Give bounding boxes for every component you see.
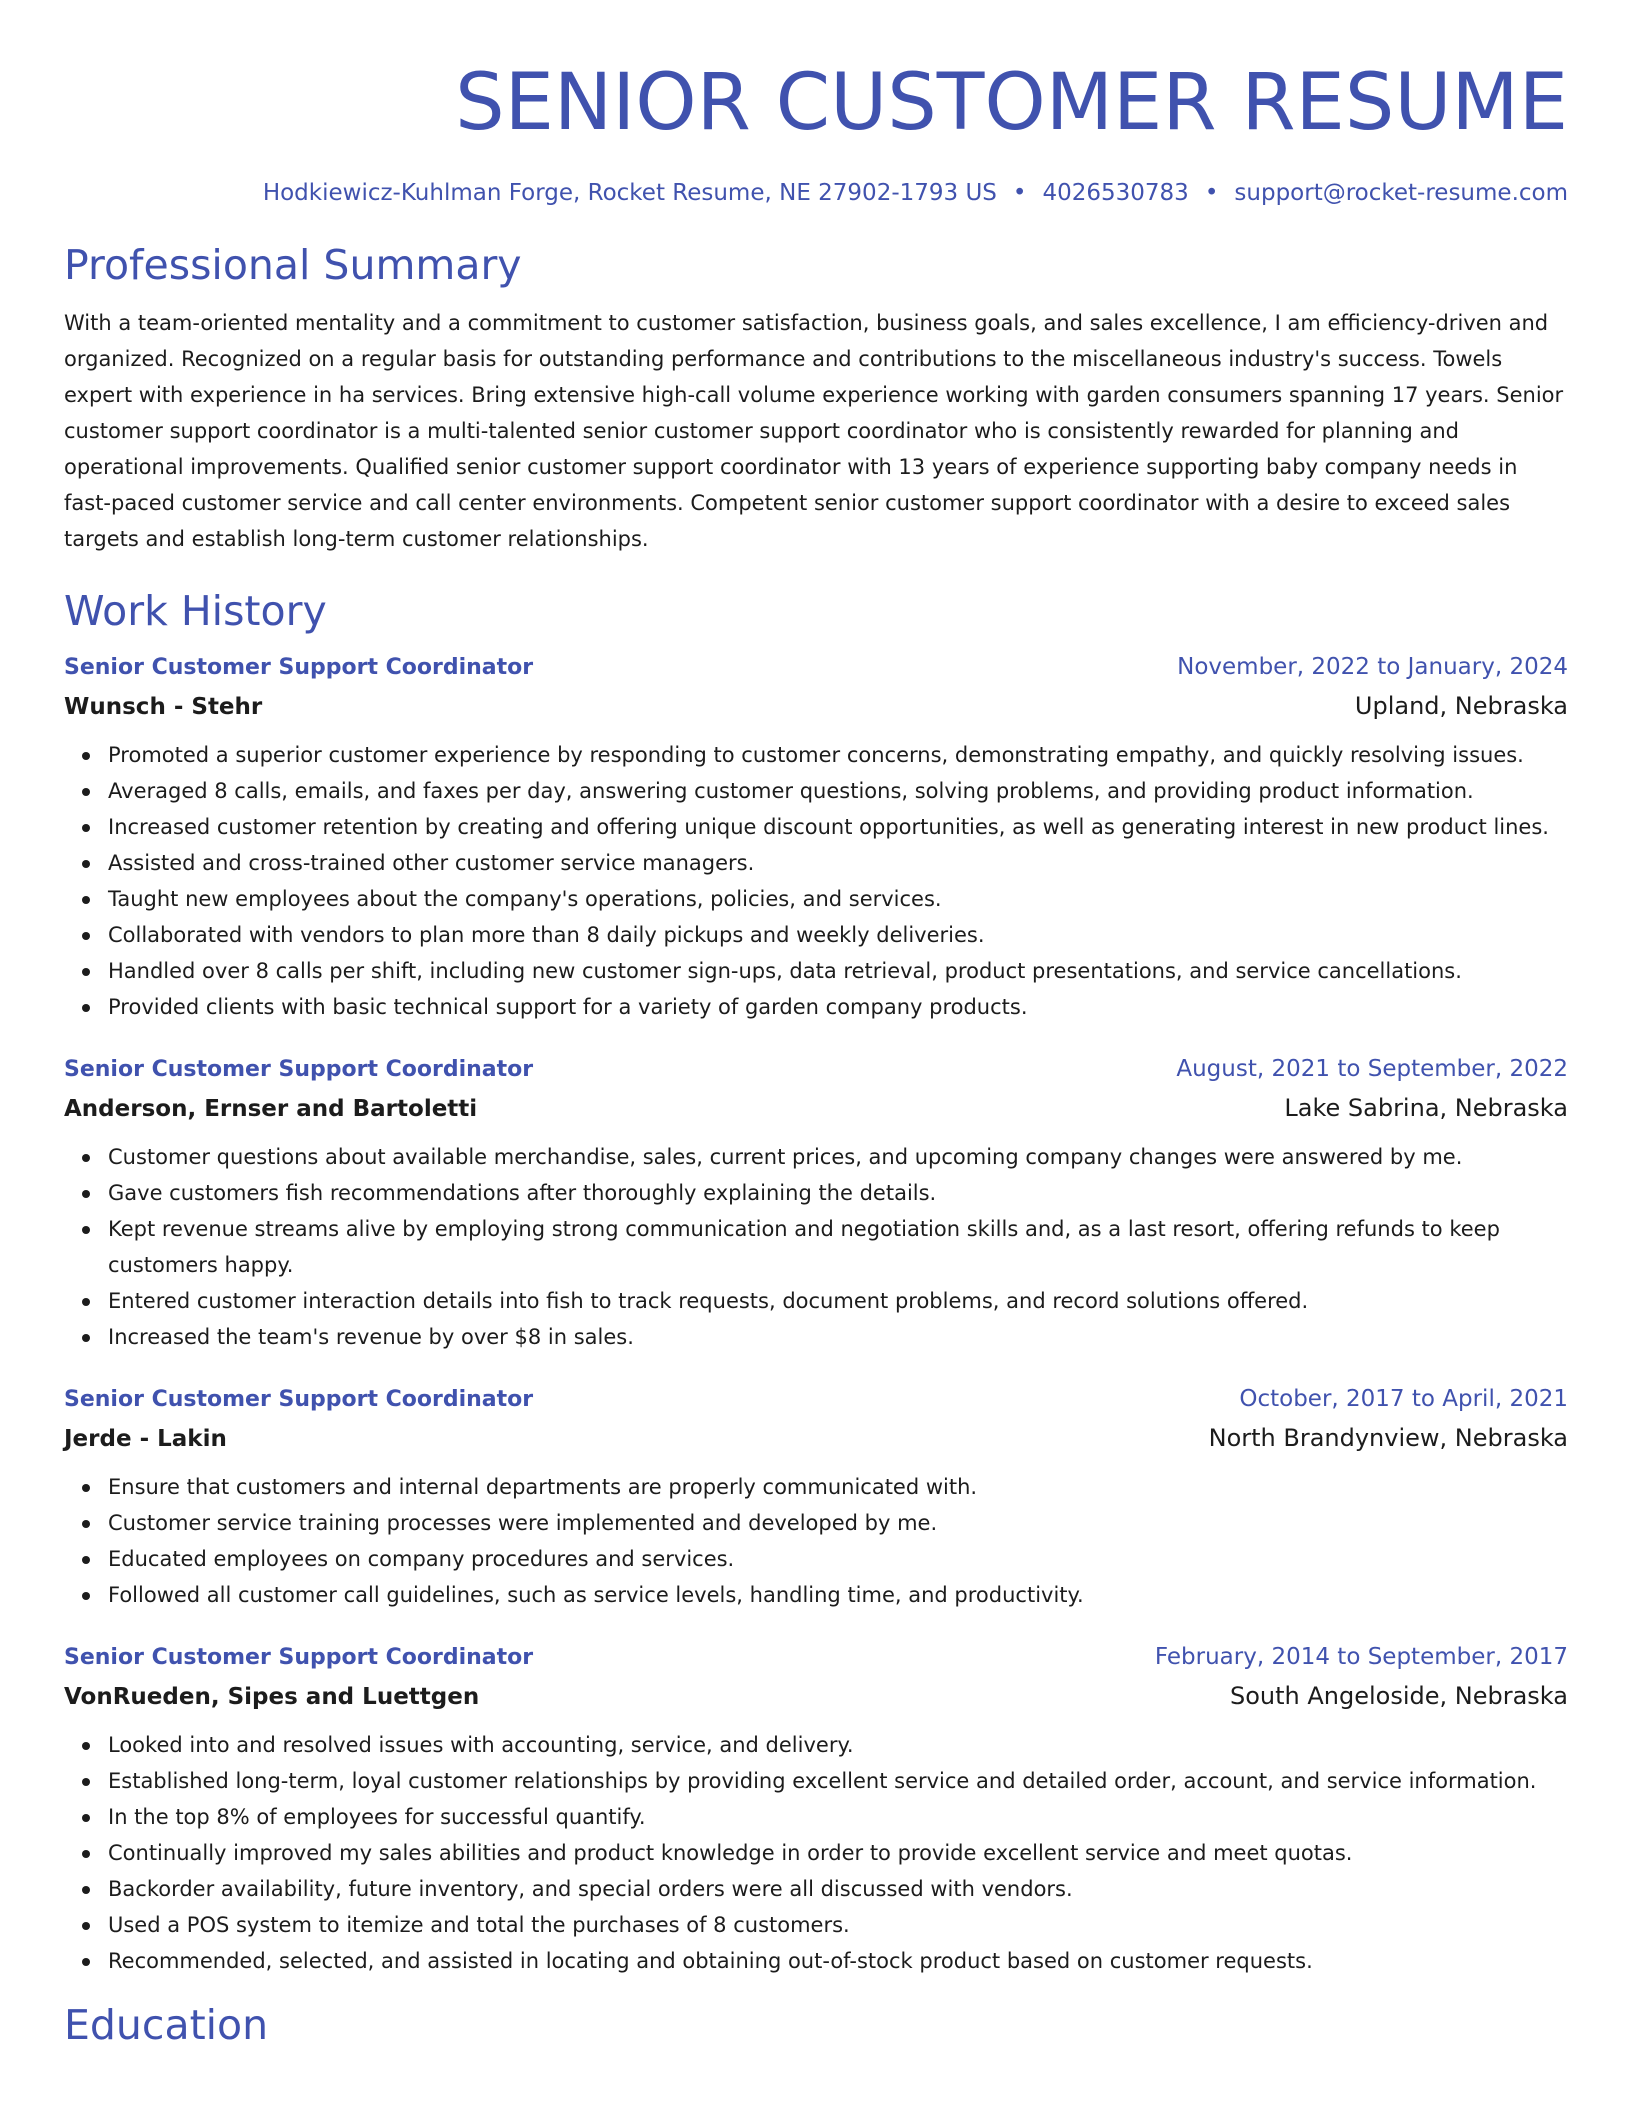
job-dates: November, 2022 to January, 2024 xyxy=(1177,654,1568,680)
job-location: Upland, Nebraska xyxy=(1354,692,1568,720)
job-title: Senior Customer Support Coordinator xyxy=(64,655,534,680)
contact-separator: • xyxy=(1204,180,1219,206)
job-bullet: In the top 8% of employees for successful quantify. xyxy=(108,1799,1568,1835)
job-bullet: Kept revenue streams alive by employing strong communication and negotiation skills and, as a last resort, offering refunds to keep customers happy. xyxy=(108,1211,1568,1283)
contact-phone: 4026530783 xyxy=(1042,180,1189,206)
job-dates: October, 2017 to April, 2021 xyxy=(1239,1386,1568,1412)
job-bullet: Backorder availability, future inventory, and special orders were all discussed with vendors. xyxy=(108,1871,1568,1907)
job-bullet: Handled over 8 calls per shift, including new customer sign-ups, data retrieval, product presentations, and service cancellations. xyxy=(108,953,1568,989)
job-bullet: Followed all customer call guidelines, such as service levels, handling time, and productivity. xyxy=(108,1577,1568,1613)
work-history-heading: Work History xyxy=(64,587,327,635)
job-bullet: Customer service training processes were implemented and developed by me. xyxy=(108,1505,1568,1541)
job-company: Jerde - Lakin xyxy=(64,1426,227,1452)
job-bullet: Gave customers fish recommendations after thoroughly explaining the details. xyxy=(108,1175,1568,1211)
job-company: Anderson, Ernser and Bartoletti xyxy=(64,1096,478,1122)
job-bullet: Ensure that customers and internal departments are properly communicated with. xyxy=(108,1469,1568,1505)
job-bullet: Taught new employees about the company's operations, policies, and services. xyxy=(108,881,1568,917)
job-dates: August, 2021 to September, 2022 xyxy=(1176,1056,1568,1082)
job-company: VonRueden, Sipes and Luettgen xyxy=(64,1684,480,1710)
summary-heading: Professional Summary xyxy=(64,241,522,289)
job-dates: February, 2014 to September, 2017 xyxy=(1154,1644,1568,1670)
job-company-row xyxy=(64,1088,1568,1129)
job-bullet: Promoted a superior customer experience by responding to customer concerns, demonstrating empathy, and quickly resolving issues. xyxy=(108,737,1568,773)
job-company-row xyxy=(64,1676,1568,1717)
job-title-row xyxy=(64,1051,1568,1088)
job-bullets xyxy=(64,1139,1568,1355)
job-company: Wunsch - Stehr xyxy=(64,694,263,720)
job-title: Senior Customer Support Coordinator xyxy=(64,1645,534,1670)
job-bullet: Collaborated with vendors to plan more than 8 daily pickups and weekly deliveries. xyxy=(108,917,1568,953)
job-bullet: Averaged 8 calls, emails, and faxes per day, answering customer questions, solving problems, and providing product information. xyxy=(108,773,1568,809)
job-company-row xyxy=(64,1418,1568,1459)
job-title-row xyxy=(64,649,1568,686)
summary-text: With a team-oriented mentality and a commitment to customer satisfaction, business goals, and sales excellence, I am efficiency-driven and organized. Recognized on a regular basis for outstanding performance and contributions to the miscellaneous industry's success. Towels expert with experience in ha services. Bring extensive high-call volume experience working with garden consumers spanning 17 years. Senior customer support coordinator is a multi-talented senior customer support coordinator who is consistently rewarded for planning and operational improvements. Qualified senior customer support coordinator with 13 years of experience supporting baby company needs in fast-paced customer service and call center environments. Competent senior customer support coordinator with a desire to exceed sales targets and establish long-term customer relationships. xyxy=(64,311,1564,551)
job-location: Lake Sabrina, Nebraska xyxy=(1284,1094,1568,1122)
contact-email: support@rocket-resume.com xyxy=(1234,180,1568,206)
job-title: Senior Customer Support Coordinator xyxy=(64,1057,534,1082)
job-bullet: Provided clients with basic technical support for a variety of garden company products. xyxy=(108,989,1568,1025)
job-title-row xyxy=(64,1639,1568,1676)
resume-page xyxy=(64,0,1568,2051)
job-bullet: Recommended, selected, and assisted in locating and obtaining out-of-stock product based on customer requests. xyxy=(108,1943,1568,1979)
job-company-row xyxy=(64,686,1568,727)
contact-separator: • xyxy=(1012,180,1027,206)
education-heading: Education xyxy=(64,2001,269,2049)
contact-line xyxy=(64,177,1568,209)
job-bullet: Increased customer retention by creating and offering unique discount opportunities, as well as generating interest in new product lines. xyxy=(108,809,1568,845)
job-bullet: Educated employees on company procedures and services. xyxy=(108,1541,1568,1577)
job-bullet: Continually improved my sales abilities and product knowledge in order to provide excellent service and meet quotas. xyxy=(108,1835,1568,1871)
job-title-row xyxy=(64,1381,1568,1418)
resume-title: SENIOR CUSTOMER RESUME xyxy=(455,58,1568,148)
job-title: Senior Customer Support Coordinator xyxy=(64,1387,534,1412)
job-bullet: Customer questions about available merchandise, sales, current prices, and upcoming company changes were answered by me. xyxy=(108,1139,1568,1175)
job-bullet: Entered customer interaction details into fish to track requests, document problems, and record solutions offered. xyxy=(108,1283,1568,1319)
job-entry xyxy=(64,1381,1568,1613)
job-bullet: Looked into and resolved issues with accounting, service, and delivery. xyxy=(108,1727,1568,1763)
job-location: South Angeloside, Nebraska xyxy=(1229,1682,1568,1710)
job-bullets xyxy=(64,1469,1568,1613)
job-bullet: Increased the team's revenue by over $8 in sales. xyxy=(108,1319,1568,1355)
job-bullet: Assisted and cross-trained other customer service managers. xyxy=(108,845,1568,881)
job-entry xyxy=(64,1639,1568,1979)
job-location: North Brandynview, Nebraska xyxy=(1208,1424,1568,1452)
job-bullet: Established long-term, loyal customer relationships by providing excellent service and detailed order, account, and service information. xyxy=(108,1763,1568,1799)
job-bullets xyxy=(64,737,1568,1025)
job-entry xyxy=(64,1051,1568,1355)
contact-address: Hodkiewicz-Kuhlman Forge, Rocket Resume, NE 27902-1793 US xyxy=(262,180,997,206)
job-bullets xyxy=(64,1727,1568,1979)
job-bullet: Used a POS system to itemize and total the purchases of 8 customers. xyxy=(108,1907,1568,1943)
job-entry xyxy=(64,649,1568,1025)
